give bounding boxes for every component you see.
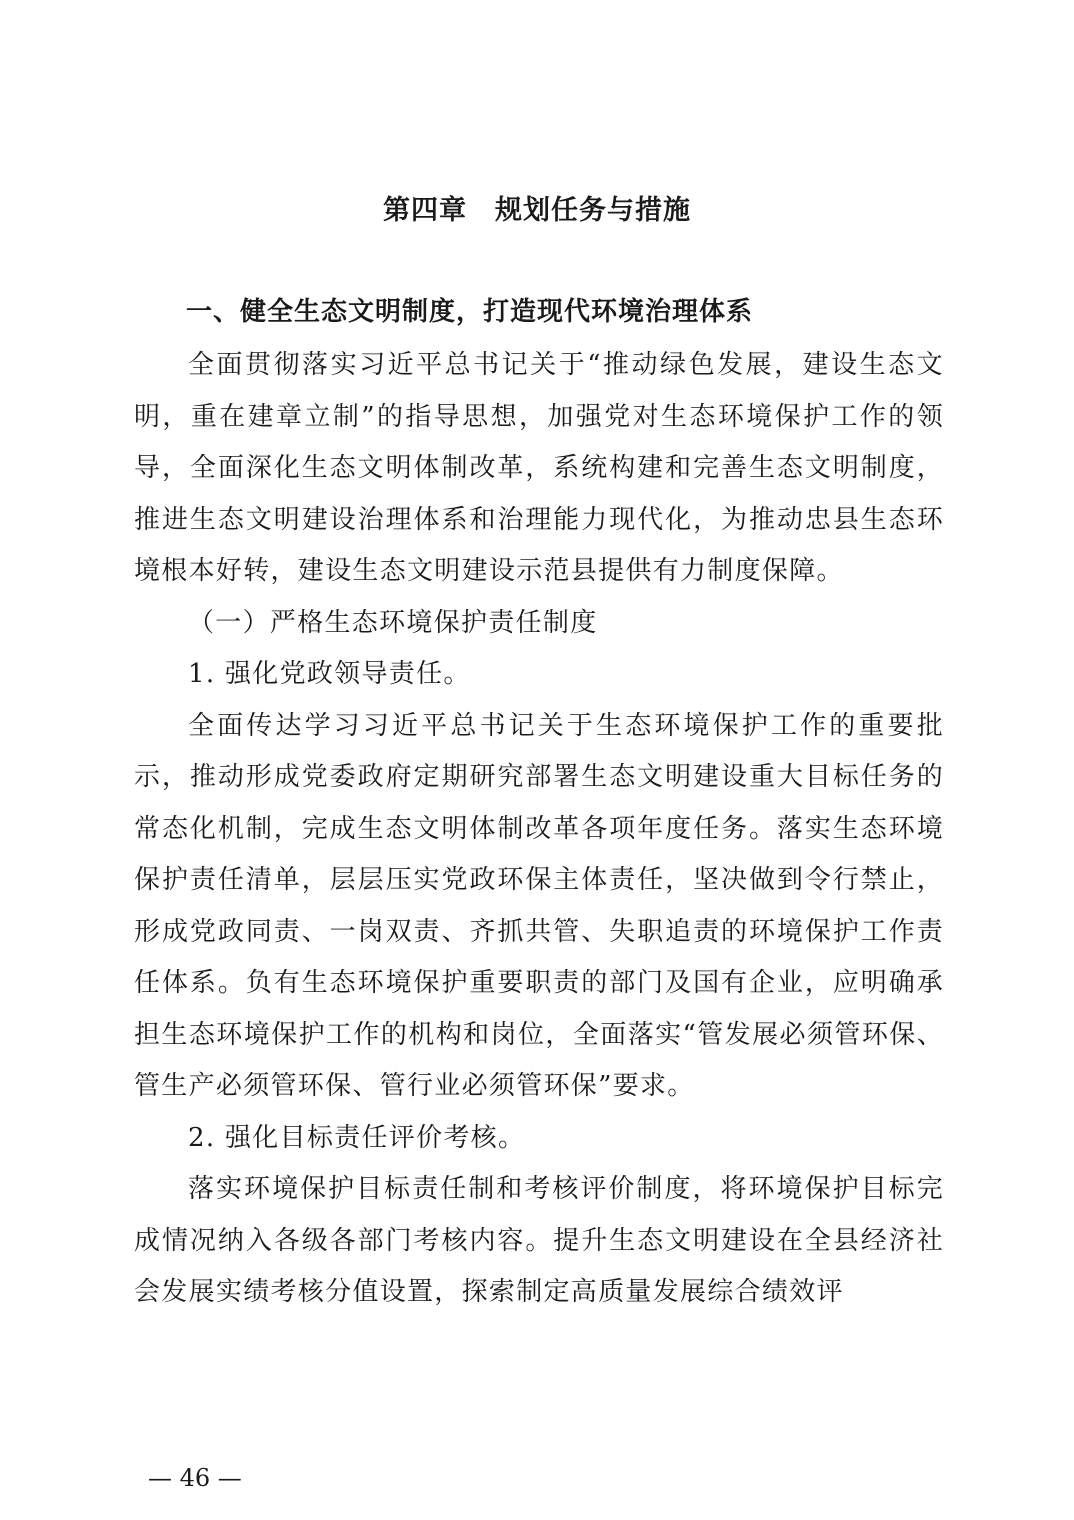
page-number: — 46 — — [148, 1464, 242, 1492]
item-heading-2: 2. 强化目标责任评价考核。 — [188, 1122, 526, 1153]
paragraph-intro: 全面贯彻落实习近平总书记关于“推动绿色发展，建设生态文明，重在建章立制”的指导思想，加强党对生态环境保护工作的领导，全面深化生态文明体制改革，系统构建和完善生态文明制度，推进生态文明建设治理体系和治理能力现代化，为推动忠县生态环境根本好转，建设生态文明建设示范县提供有力制度保障。 — [134, 350, 944, 586]
section-heading: 一、健全生态文明制度，打造现代环境治理体系 — [186, 297, 754, 327]
body-text — [134, 340, 944, 1319]
paragraph-item-2: 落实环境保护目标责任制和考核评价制度，将环境保护目标完成情况纳入各级各部门考核内容。提升生态文明建设在全县经济社会发展实绩考核分值设置，探索制定高质量发展综合绩效评 — [134, 1174, 944, 1307]
chapter-title: 第四章 规划任务与措施 — [383, 195, 691, 226]
paragraph-item-1: 全面传达学习习近平总书记关于生态环境保护工作的重要批示，推动形成党委政府定期研究部署生态文明建设重大目标任务的常态化机制，完成生态文明体制改革各项年度任务。落实生态环境保护责任清单，层层压实党政环保主体责任，坚决做到令行禁止，形成党政同责、一岗双责、齐抓共管、失职追责的环境保护工作责任体系。负有生态环境保护重要职责的部门及国有企业，应明确承担生态环境保护工作的机构和岗位，全面落实“管发展必须管环保、管生产必须管环保、管行业必须管环保”要求。 — [134, 710, 944, 1101]
item-heading-1: 1. 强化党政领导责任。 — [188, 659, 471, 689]
subsection-heading: （一）严格生态环境保护责任制度 — [188, 607, 598, 638]
